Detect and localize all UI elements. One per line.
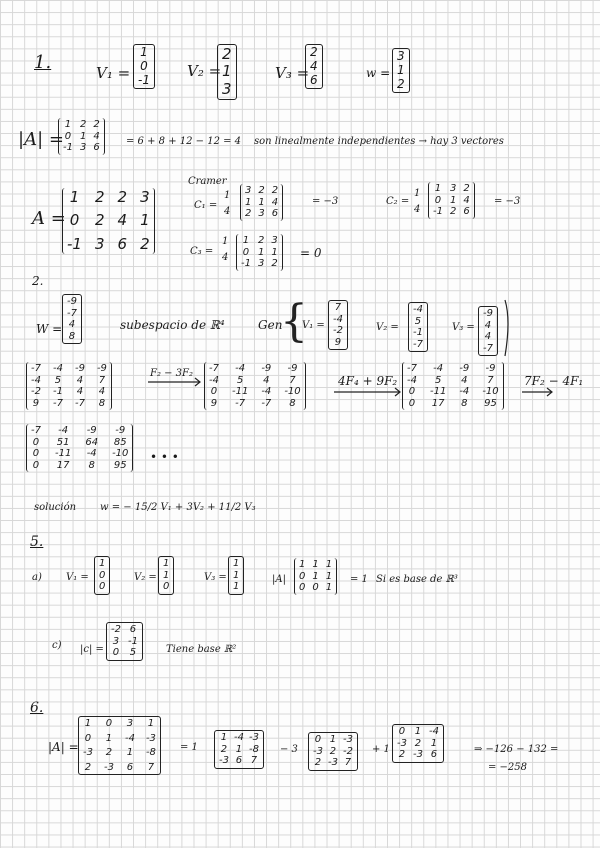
matrix-entry: 3 bbox=[449, 183, 457, 194]
matrix-entry: 6 bbox=[129, 624, 137, 635]
matrix-entry: -9 bbox=[115, 425, 126, 436]
matrix-entry: 1 bbox=[233, 558, 240, 569]
matrix-entry: 1 bbox=[430, 737, 438, 749]
matrix-entry: 1 bbox=[242, 235, 250, 246]
det-c-label: |c| = bbox=[80, 644, 104, 655]
matrix-entry: -4 bbox=[428, 726, 439, 737]
matrix-entry: 1 bbox=[312, 570, 319, 582]
v2-label: V₂ = bbox=[187, 62, 222, 80]
matrix-entry: 1 bbox=[220, 732, 228, 743]
matrix-entry: 9 bbox=[210, 397, 218, 409]
matrix-entry: 2 bbox=[398, 749, 406, 760]
matrix-entry: -8 bbox=[145, 747, 156, 758]
matrix-entry: 2 bbox=[140, 234, 150, 253]
w-label-2: W = bbox=[36, 322, 63, 336]
matrix-entry: 3 bbox=[79, 142, 87, 153]
basis-conclusion-c: Tiene base ℝ² bbox=[166, 644, 237, 655]
matrix-entry: -4 bbox=[209, 374, 219, 386]
matrix-entry: -1 bbox=[127, 635, 138, 647]
v2-label-2: V₂ = bbox=[376, 322, 399, 333]
matrix-a bbox=[62, 188, 155, 254]
matrix-entry: 4 bbox=[117, 211, 128, 230]
det-result-line-1: ⇒ −126 − 132 = bbox=[474, 744, 559, 755]
matrix-entry: 17 bbox=[431, 397, 445, 409]
matrix-entry: -4 bbox=[413, 304, 423, 315]
matrix-entry: 85 bbox=[113, 436, 127, 448]
gen-label: Gen bbox=[258, 318, 283, 332]
matrix-entry: 2 bbox=[117, 188, 128, 206]
row-op-3: 7F₂ − 4F₁ bbox=[524, 374, 584, 388]
matrix-entry: -9 bbox=[287, 363, 298, 374]
matrix-entry: 1 bbox=[99, 558, 106, 569]
matrix-entry: 1 bbox=[79, 130, 87, 142]
matrix-entry: -10 bbox=[284, 386, 301, 397]
solution-equation: w = − 15/2 V₁ + 3V₂ + 11/2 V₃ bbox=[100, 502, 256, 513]
solution-label: solución bbox=[34, 502, 77, 513]
matrix-entry: 8 bbox=[98, 397, 106, 409]
matrix-entry: 1 bbox=[257, 246, 265, 258]
matrix-entry: 1 bbox=[434, 183, 442, 194]
matrix-entry: -4 bbox=[459, 386, 470, 397]
det-a-matrix-5 bbox=[294, 558, 337, 595]
matrix-entry: -3 bbox=[313, 745, 323, 757]
matrix-entry: 7 bbox=[289, 374, 296, 386]
independence-conclusion: son linealmente independientes → hay 3 vectores bbox=[254, 136, 504, 147]
matrix-entry: 2 bbox=[220, 743, 228, 755]
matrix-entry: 2 bbox=[222, 45, 232, 63]
matrix-entry: -4 bbox=[58, 425, 69, 436]
matrix-entry: -4 bbox=[407, 374, 417, 386]
matrix-entry: -4 bbox=[86, 448, 97, 459]
c3-label: C₃ = bbox=[190, 246, 214, 257]
cofactor-coef-2: − 3 bbox=[280, 744, 298, 755]
matrix-entry: 0 bbox=[69, 211, 80, 230]
matrix-entry: 7 bbox=[344, 757, 352, 768]
matrix-entry: 1 bbox=[299, 559, 306, 570]
matrix-entry: -9 bbox=[86, 425, 97, 436]
v3-label-2: V₃ = bbox=[452, 322, 475, 333]
matrix-entry: 2 bbox=[271, 185, 279, 196]
matrix-entry: 5 bbox=[129, 647, 137, 658]
det-result-line-2: = −258 bbox=[488, 762, 528, 773]
matrix-entry: 7 bbox=[147, 761, 155, 773]
matrix-entry: 1 bbox=[271, 246, 278, 258]
matrix-entry: 2 bbox=[94, 211, 105, 230]
v2-vector bbox=[217, 44, 237, 100]
part-c-label: c) bbox=[52, 640, 62, 651]
matrix-entry: 1 bbox=[258, 196, 265, 208]
continuation-dots: • • • bbox=[150, 450, 179, 464]
matrix-entry: 3 bbox=[245, 185, 252, 196]
matrix-entry: 0 bbox=[242, 246, 250, 258]
matrix-entry: 2 bbox=[93, 119, 100, 130]
matrix-entry: 2 bbox=[245, 208, 252, 219]
matrix-entry: 1 bbox=[147, 718, 155, 729]
matrix-entry: 2 bbox=[257, 235, 265, 246]
matrix-entry: -9 bbox=[74, 363, 85, 374]
matrix-entry: 5 bbox=[236, 374, 244, 386]
matrix-entry: 7 bbox=[250, 755, 258, 766]
matrix-entry: 4 bbox=[461, 374, 468, 386]
matrix-entry: 3 bbox=[126, 718, 134, 729]
matrix-entry: 0 bbox=[163, 581, 170, 592]
matrix-entry: -7 bbox=[407, 363, 417, 374]
matrix-entry: -7 bbox=[209, 363, 219, 374]
matrix-entry: 2 bbox=[414, 737, 422, 749]
matrix-entry: 1 bbox=[233, 581, 240, 592]
matrix-entry: 4 bbox=[271, 196, 279, 208]
matrix-entry: -7 bbox=[261, 397, 272, 409]
matrix-entry: -8 bbox=[248, 743, 259, 755]
section-1-number: 1. bbox=[34, 52, 52, 73]
matrix-entry: -3 bbox=[342, 734, 353, 745]
matrix-entry: -9 bbox=[67, 296, 77, 307]
matrix-entry: -2 bbox=[111, 624, 121, 635]
v3-vector-5 bbox=[228, 556, 244, 595]
matrix-entry: -4 bbox=[31, 374, 41, 386]
matrix-entry: -9 bbox=[96, 363, 107, 374]
det-a-label-6: |A| = bbox=[48, 740, 79, 754]
matrix-entry: 6 bbox=[271, 208, 279, 219]
matrix-entry: 3 bbox=[258, 208, 265, 219]
matrix-entry: -1 bbox=[52, 386, 63, 397]
matrix-a-6 bbox=[78, 716, 161, 775]
matrix-entry: 2 bbox=[329, 745, 337, 757]
c3-result: = 0 bbox=[300, 246, 322, 260]
matrix-entry: 5 bbox=[434, 374, 442, 386]
matrix-entry: -3 bbox=[83, 747, 93, 758]
matrix-entry: 5 bbox=[414, 315, 422, 327]
matrix-entry: -4 bbox=[52, 363, 63, 374]
matrix-entry: 2 bbox=[397, 76, 405, 91]
w-label: w = bbox=[366, 66, 391, 80]
minor-matrix-1 bbox=[214, 730, 264, 769]
v3-label: V₃ = bbox=[275, 64, 310, 82]
matrix-entry: 8 bbox=[461, 397, 468, 409]
section-2-number: 2. bbox=[32, 274, 44, 288]
matrix-entry: 8 bbox=[68, 330, 76, 342]
matrix-entry: -1 bbox=[241, 258, 251, 269]
matrix-entry: -11 bbox=[231, 386, 249, 397]
matrix-entry: 9 bbox=[334, 336, 342, 348]
matrix-entry: 4 bbox=[93, 130, 100, 142]
matrix-entry: -3 bbox=[397, 737, 407, 749]
matrix-entry: 7 bbox=[334, 302, 342, 313]
matrix-entry: -2 bbox=[333, 325, 343, 336]
matrix-entry: 6 bbox=[126, 761, 134, 773]
matrix-entry: -4 bbox=[233, 732, 244, 743]
matrix-entry: 7 bbox=[487, 374, 494, 386]
matrix-entry: 4 bbox=[463, 194, 470, 206]
matrix-entry: -4 bbox=[433, 363, 444, 374]
matrix-entry: 1 bbox=[84, 718, 92, 729]
matrix-entry: -11 bbox=[429, 386, 447, 397]
matrix-entry: 7 bbox=[98, 374, 106, 386]
matrix-entry: -3 bbox=[145, 732, 156, 744]
c1-fraction-num: 1 bbox=[224, 190, 231, 201]
matrix-entry: -10 bbox=[112, 448, 129, 459]
matrix-entry: 1 bbox=[329, 734, 337, 745]
matrix-entry: -7 bbox=[31, 425, 41, 436]
matrix-entry: 2 bbox=[310, 45, 318, 59]
matrix-entry: 2 bbox=[258, 185, 265, 196]
matrix-entry: -9 bbox=[485, 363, 496, 374]
c1-label: C₁ = bbox=[194, 200, 218, 211]
matrix-entry: 3 bbox=[94, 234, 105, 253]
matrix-entry: 0 bbox=[408, 386, 416, 397]
matrix-entry: 3 bbox=[257, 258, 265, 269]
cramer-label: Cramer bbox=[188, 176, 227, 187]
v3-label-5: V₃ = bbox=[204, 572, 227, 583]
matrix-entry: 0 bbox=[99, 569, 106, 581]
row-reduction-matrix-2 bbox=[204, 362, 306, 410]
matrix-entry: 1 bbox=[105, 732, 113, 744]
matrix-entry: 2 bbox=[105, 747, 113, 758]
matrix-entry: -7 bbox=[74, 397, 85, 409]
c3-fraction-den: 4 bbox=[222, 252, 229, 263]
v2-vector-2 bbox=[408, 302, 428, 352]
matrix-entry: 6 bbox=[117, 234, 128, 253]
v1-label-5: V₁ = bbox=[66, 572, 89, 583]
matrix-entry: 0 bbox=[32, 459, 40, 471]
c3-fraction-num: 1 bbox=[222, 236, 229, 247]
matrix-entry: -3 bbox=[103, 761, 114, 773]
c1-result: = −3 bbox=[312, 196, 339, 207]
matrix-entry: 4 bbox=[310, 58, 318, 73]
matrix-entry: 3 bbox=[140, 188, 150, 206]
c2-matrix bbox=[428, 182, 475, 219]
matrix-entry: 3 bbox=[112, 635, 120, 647]
matrix-entry: 1 bbox=[325, 582, 333, 593]
matrix-entry: 6 bbox=[235, 755, 243, 766]
det-a-result: = 6 + 8 + 12 − 12 = 4 bbox=[126, 136, 242, 147]
matrix-entry: 0 bbox=[210, 386, 218, 397]
matrix-entry: -7 bbox=[31, 363, 41, 374]
det-c-matrix bbox=[106, 622, 143, 661]
row-op-1: F₂ − 3F₂ bbox=[150, 368, 193, 379]
section-5-number: 5. bbox=[30, 534, 44, 550]
matrix-entry: 1 bbox=[312, 559, 319, 570]
matrix-entry: 2 bbox=[84, 761, 92, 773]
matrix-entry: 0 bbox=[32, 448, 40, 459]
c2-fraction-den: 4 bbox=[414, 204, 421, 215]
matrix-entry: -7 bbox=[413, 338, 423, 350]
matrix-entry: 9 bbox=[32, 397, 40, 409]
matrix-entry: 4 bbox=[98, 386, 106, 397]
matrix-entry: 1 bbox=[325, 570, 333, 582]
matrix-entry: 0 bbox=[299, 570, 306, 582]
subspace-text: subespacio de ℝ⁴ bbox=[120, 318, 225, 332]
matrix-entry: 2 bbox=[94, 188, 105, 206]
c2-fraction-num: 1 bbox=[414, 188, 421, 199]
matrix-entry: -4 bbox=[261, 386, 272, 397]
v3-vector-2 bbox=[478, 306, 498, 356]
matrix-entry: -7 bbox=[235, 397, 246, 409]
minor-matrix-2 bbox=[308, 732, 358, 771]
matrix-entry: 4 bbox=[76, 386, 84, 397]
matrix-a-label: A = bbox=[32, 208, 66, 229]
matrix-entry: 2 bbox=[463, 183, 470, 194]
matrix-entry: 4 bbox=[76, 374, 84, 386]
v3-vector bbox=[305, 44, 323, 89]
matrix-entry: -3 bbox=[219, 755, 229, 766]
matrix-entry: -11 bbox=[54, 448, 72, 459]
w-vector-2 bbox=[62, 294, 82, 344]
matrix-entry: 0 bbox=[105, 718, 113, 729]
matrix-entry: 8 bbox=[88, 459, 95, 471]
section-6-number: 6. bbox=[30, 700, 44, 716]
matrix-entry: -9 bbox=[483, 308, 493, 319]
gen-brace: { bbox=[280, 296, 308, 347]
matrix-entry: 1 bbox=[126, 747, 134, 758]
w-vector bbox=[392, 48, 410, 93]
matrix-entry: 2 bbox=[79, 119, 87, 130]
matrix-entry: 1 bbox=[245, 196, 252, 208]
matrix-entry: 5 bbox=[54, 374, 62, 386]
v1-label: V₁ = bbox=[96, 64, 131, 82]
matrix-entry: 0 bbox=[112, 647, 120, 658]
c2-label: C₂ = bbox=[386, 196, 410, 207]
matrix-entry: 17 bbox=[56, 459, 70, 471]
matrix-entry: 1 bbox=[233, 569, 240, 581]
matrix-entry: 0 bbox=[398, 726, 406, 737]
matrix-entry: -1 bbox=[138, 72, 150, 87]
matrix-entry: -7 bbox=[67, 307, 77, 319]
matrix-entry: 1 bbox=[64, 119, 72, 130]
row-reduction-matrix-3 bbox=[402, 362, 504, 410]
matrix-entry: 6 bbox=[310, 72, 318, 87]
det-a-label-5: |A| bbox=[272, 574, 286, 585]
matrix-entry: 6 bbox=[463, 206, 470, 217]
matrix-entry: 0 bbox=[64, 130, 72, 142]
matrix-entry: -2 bbox=[342, 745, 353, 757]
matrix-entry: 1 bbox=[235, 743, 243, 755]
cofactor-coef-1: = 1 bbox=[180, 742, 198, 753]
matrix-entry: 4 bbox=[484, 319, 492, 331]
matrix-entry: 0 bbox=[32, 436, 40, 448]
matrix-entry: -2 bbox=[31, 386, 41, 397]
v2-vector-5 bbox=[158, 556, 174, 595]
matrix-entry: -9 bbox=[261, 363, 272, 374]
matrix-entry: -7 bbox=[52, 397, 63, 409]
matrix-entry: 8 bbox=[289, 397, 296, 409]
cofactor-coef-3: + 1 bbox=[372, 744, 390, 755]
minor-matrix-3 bbox=[392, 724, 444, 763]
c1-matrix bbox=[240, 184, 283, 221]
matrix-entry: 1 bbox=[140, 211, 150, 230]
v1-vector-5 bbox=[94, 556, 110, 595]
matrix-entry: -9 bbox=[459, 363, 470, 374]
matrix-entry: 0 bbox=[299, 582, 306, 593]
matrix-entry: 1 bbox=[414, 726, 422, 737]
matrix-entry: -10 bbox=[482, 386, 499, 397]
matrix-entry: 2 bbox=[314, 757, 322, 768]
part-a-label: a) bbox=[32, 572, 42, 583]
v1-vector-2 bbox=[328, 300, 348, 350]
matrix-entry: -3 bbox=[412, 749, 423, 760]
matrix-entry: 1 bbox=[163, 569, 170, 581]
matrix-entry: -1 bbox=[63, 142, 73, 153]
matrix-entry: 1 bbox=[163, 558, 170, 569]
matrix-entry: 6 bbox=[93, 142, 100, 153]
c2-result: = −3 bbox=[494, 196, 521, 207]
det-a-matrix bbox=[58, 118, 105, 155]
matrix-entry: 0 bbox=[408, 397, 416, 409]
det-a-label: |A| = bbox=[18, 129, 64, 150]
matrix-entry: -3 bbox=[248, 732, 259, 743]
matrix-entry: 0 bbox=[314, 734, 322, 745]
matrix-entry: 2 bbox=[449, 206, 457, 217]
matrix-entry: 4 bbox=[484, 331, 492, 342]
v1-vector bbox=[133, 44, 155, 89]
row-reduction-matrix-4 bbox=[26, 424, 133, 472]
matrix-entry: 3 bbox=[222, 79, 232, 98]
matrix-entry: 6 bbox=[430, 749, 438, 760]
matrix-entry: -4 bbox=[235, 363, 246, 374]
matrix-entry: 1 bbox=[325, 559, 333, 570]
matrix-entry: 0 bbox=[140, 58, 148, 73]
matrix-entry: 0 bbox=[434, 194, 442, 206]
matrix-entry: 4 bbox=[68, 319, 76, 330]
det-a-result-5: = 1 bbox=[350, 574, 368, 585]
matrix-entry: -1 bbox=[413, 327, 423, 338]
matrix-entry: 2 bbox=[271, 258, 278, 269]
matrix-entry: -1 bbox=[433, 206, 443, 217]
row-reduction-matrix-1 bbox=[26, 362, 112, 410]
matrix-entry: -7 bbox=[483, 342, 493, 354]
matrix-entry: 1 bbox=[140, 45, 148, 59]
matrix-entry: 3 bbox=[271, 235, 278, 246]
matrix-entry: 1 bbox=[222, 62, 232, 81]
matrix-entry: 95 bbox=[113, 459, 127, 471]
matrix-entry: 0 bbox=[312, 582, 319, 593]
matrix-entry: -4 bbox=[333, 313, 343, 325]
row-op-2: 4F₄ + 9F₂ bbox=[338, 374, 398, 388]
matrix-entry: 64 bbox=[85, 436, 99, 448]
matrix-entry: 1 bbox=[397, 62, 405, 77]
v2-label-5: V₂ = bbox=[134, 572, 157, 583]
v1-label-2: V₁ = bbox=[302, 320, 325, 331]
matrix-entry: 95 bbox=[484, 397, 497, 409]
matrix-entry: 51 bbox=[56, 436, 70, 448]
matrix-entry: 0 bbox=[99, 581, 106, 592]
matrix-entry: 1 bbox=[449, 194, 457, 206]
matrix-entry: -3 bbox=[327, 757, 338, 768]
basis-conclusion: Si es base de ℝ³ bbox=[376, 574, 458, 585]
c3-matrix bbox=[236, 234, 283, 271]
matrix-entry: 0 bbox=[84, 732, 92, 744]
matrix-entry: -1 bbox=[67, 234, 82, 253]
matrix-entry: 1 bbox=[69, 188, 80, 206]
matrix-entry: -4 bbox=[124, 732, 135, 744]
matrix-entry: 3 bbox=[397, 49, 405, 63]
c1-fraction-den: 4 bbox=[224, 206, 231, 217]
matrix-entry: 4 bbox=[263, 374, 270, 386]
